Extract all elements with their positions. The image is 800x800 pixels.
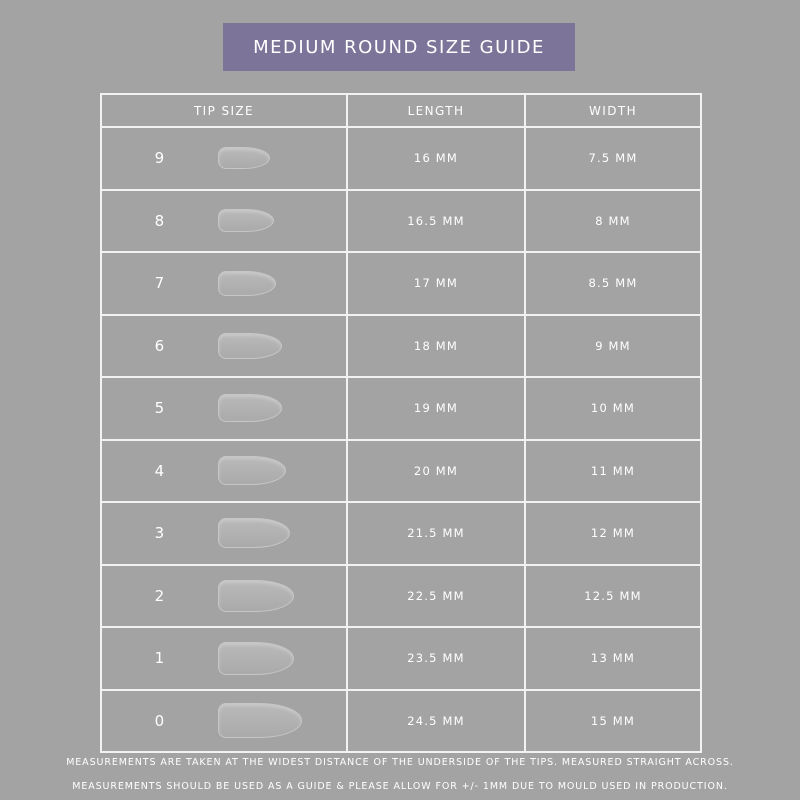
- footnote-guide: MEASUREMENTS SHOULD BE USED AS A GUIDE & PLEASE ALLOW FOR +/- 1MM DUE TO MOULD USED IN PRODUCTION.: [72, 781, 728, 792]
- tip-size-number: 8: [154, 211, 166, 230]
- header-width: WIDTH: [526, 95, 700, 126]
- length-cell: 24.5 MM: [348, 691, 524, 752]
- length-cell: 20 MM: [348, 441, 524, 502]
- tip-size-cell: [102, 378, 346, 439]
- tip-size-number: 7: [154, 274, 166, 293]
- tip-size-cell: [102, 316, 346, 377]
- tip-size-number: 3: [154, 524, 166, 543]
- width-cell: 15 MM: [526, 691, 700, 752]
- length-cell: 16.5 MM: [348, 191, 524, 252]
- nail-tip-icon: [218, 456, 286, 485]
- tip-size-cell: [102, 691, 346, 752]
- length-cell: 19 MM: [348, 378, 524, 439]
- width-cell: 11 MM: [526, 441, 700, 502]
- size-table: [100, 93, 702, 753]
- tip-size-cell: [102, 441, 346, 502]
- width-cell: 10 MM: [526, 378, 700, 439]
- nail-tip-icon: [218, 333, 282, 359]
- width-cell: 13 MM: [526, 628, 700, 689]
- tip-size-cell: [102, 128, 346, 189]
- nail-tip-icon: [218, 209, 274, 232]
- tip-size-number: 9: [154, 149, 166, 168]
- nail-tip-icon: [218, 703, 302, 738]
- header-length: LENGTH: [348, 95, 524, 126]
- length-cell: 22.5 MM: [348, 566, 524, 627]
- length-cell: 17 MM: [348, 253, 524, 314]
- tip-size-number: 6: [154, 336, 166, 355]
- nail-tip-icon: [218, 271, 276, 296]
- header-tip-size: TIP SIZE: [102, 95, 346, 126]
- tip-size-number: 2: [154, 586, 166, 605]
- tip-size-number: 5: [154, 399, 166, 418]
- nail-tip-icon: [218, 394, 282, 422]
- nail-tip-icon: [218, 642, 294, 675]
- tip-size-cell: [102, 191, 346, 252]
- width-cell: 9 MM: [526, 316, 700, 377]
- tip-size-cell: [102, 628, 346, 689]
- page-title: MEDIUM ROUND SIZE GUIDE: [223, 23, 575, 71]
- tip-size-number: 4: [154, 461, 166, 480]
- tip-size-cell: [102, 503, 346, 564]
- width-cell: 8 MM: [526, 191, 700, 252]
- width-cell: 12.5 MM: [526, 566, 700, 627]
- length-cell: 16 MM: [348, 128, 524, 189]
- tip-size-cell: [102, 253, 346, 314]
- tip-size-number: 0: [154, 711, 166, 730]
- width-cell: 7.5 MM: [526, 128, 700, 189]
- nail-tip-icon: [218, 518, 290, 548]
- footnote-measurement: MEASUREMENTS ARE TAKEN AT THE WIDEST DISTANCE OF THE UNDERSIDE OF THE TIPS. MEASURED STRAIGHT ACROSS.: [66, 757, 734, 768]
- nail-tip-icon: [218, 147, 270, 169]
- tip-size-number: 1: [154, 649, 166, 668]
- length-cell: 21.5 MM: [348, 503, 524, 564]
- nail-tip-icon: [218, 580, 294, 612]
- tip-size-cell: [102, 566, 346, 627]
- width-cell: 12 MM: [526, 503, 700, 564]
- length-cell: 23.5 MM: [348, 628, 524, 689]
- width-cell: 8.5 MM: [526, 253, 700, 314]
- length-cell: 18 MM: [348, 316, 524, 377]
